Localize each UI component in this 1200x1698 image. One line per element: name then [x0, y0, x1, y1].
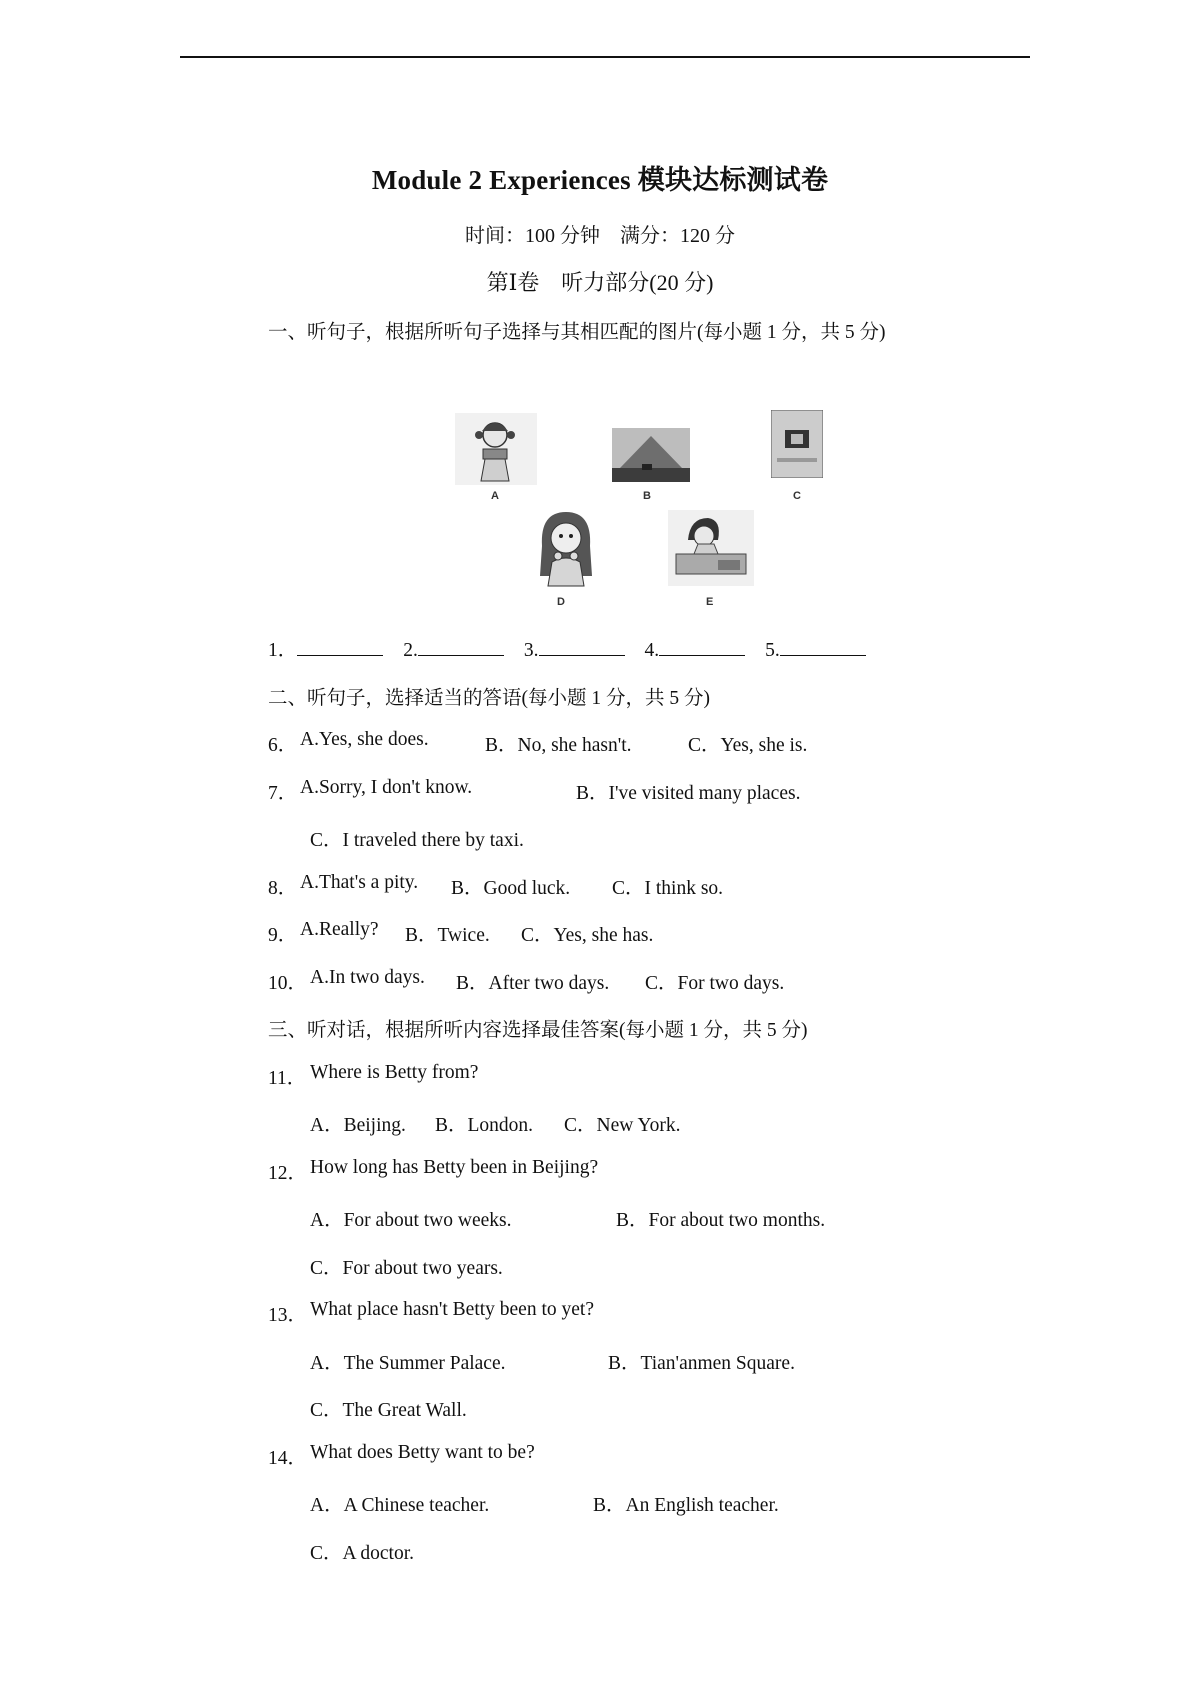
- question-14-option-a: A．A Chinese teacher.: [310, 1495, 490, 1516]
- question-8-option-b: B．Good luck.: [451, 878, 571, 899]
- section2-heading: 二、听句子，选择适当的答语(每小题 1 分，共 5 分): [268, 688, 710, 709]
- question-11-option-b: B．London.: [435, 1115, 534, 1136]
- answer-blank-5[interactable]: [780, 637, 866, 656]
- question-7-number: 7．: [268, 783, 298, 804]
- question-10-option-c: C．For two days.: [645, 973, 785, 994]
- question-14-option-c: C．A doctor.: [310, 1543, 415, 1564]
- section3-heading: 三、听对话，根据所听内容选择最佳答案(每小题 1 分，共 5 分): [268, 1020, 808, 1041]
- question-14-option-b: B．An English teacher.: [593, 1495, 779, 1516]
- question-6-number: 6．: [268, 735, 298, 756]
- question-13-option-c: C．The Great Wall.: [310, 1400, 467, 1421]
- girl-reading-picture: [668, 510, 754, 586]
- page-title: Module 2 Experiences 模块达标测试卷: [371, 165, 829, 195]
- blank-number-4: 4.: [644, 640, 660, 661]
- question-12-option-b: B．For about two months.: [616, 1210, 826, 1231]
- blank-number-3: 3.: [523, 640, 539, 661]
- picture-label-e: E: [706, 596, 714, 608]
- question-10-option-b: B．After two days.: [456, 973, 610, 994]
- question-11-text: Where is Betty from?: [310, 1062, 479, 1083]
- question-11-option-a: A．Beijing.: [310, 1115, 406, 1136]
- girl-surprised-picture: [532, 506, 600, 590]
- picture-label-d: D: [557, 596, 565, 608]
- answer-blank-4[interactable]: [659, 637, 745, 656]
- answer-blank-2[interactable]: [418, 637, 504, 656]
- question-8-option-c: C．I think so.: [612, 878, 724, 899]
- question-11-option-c: C．New York.: [564, 1115, 681, 1136]
- blank-number-1: 1．: [268, 640, 298, 661]
- question-8-number: 8．: [268, 878, 298, 899]
- question-12-option-a: A．For about two weeks.: [310, 1210, 512, 1231]
- header-rule: [180, 56, 1030, 58]
- question-12-option-c: C．For about two years.: [310, 1258, 503, 1279]
- question-10-number: 10．: [268, 973, 308, 994]
- question-11-number: 11．: [268, 1068, 307, 1089]
- question-14-number: 14．: [268, 1448, 308, 1469]
- question-13-number: 13．: [268, 1305, 308, 1326]
- question-6-option-a: A.Yes, she does.: [300, 729, 429, 750]
- part-title: 第Ⅰ卷 听力部分(20 分): [486, 270, 714, 295]
- question-8-option-a: A.That's a pity.: [300, 872, 419, 893]
- question-9-option-b: B．Twice.: [405, 925, 490, 946]
- time-info: 时间：100 分钟 满分：120 分: [465, 225, 735, 247]
- question-7-option-a: A.Sorry, I don't know.: [300, 777, 473, 798]
- question-9-number: 9．: [268, 925, 298, 946]
- girl-with-cake-picture: [455, 413, 537, 485]
- answer-blank-1[interactable]: [297, 637, 383, 656]
- question-12-text: How long has Betty been in Beijing?: [310, 1157, 599, 1178]
- question-9-option-c: C．Yes, she has.: [521, 925, 654, 946]
- picture-label-c: C: [793, 490, 801, 502]
- question-7-option-c: C．I traveled there by taxi.: [310, 830, 524, 851]
- answer-blank-3[interactable]: [539, 637, 625, 656]
- question-14-text: What does Betty want to be?: [310, 1442, 535, 1463]
- blank-number-2: 2.: [403, 640, 418, 661]
- blank-number-5: 5.: [765, 640, 780, 661]
- book-picture: [771, 410, 823, 478]
- question-13-option-b: B．Tian'anmen Square.: [608, 1353, 795, 1374]
- picture-label-b: B: [643, 490, 651, 502]
- pyramid-picture: [612, 428, 690, 482]
- section1-heading: 一、听句子，根据所听句子选择与其相匹配的图片(每小题 1 分，共 5 分): [268, 322, 886, 343]
- question-13-text: What place hasn't Betty been to yet?: [310, 1299, 594, 1320]
- question-12-number: 12．: [268, 1163, 308, 1184]
- question-10-option-a: A.In two days.: [310, 967, 425, 988]
- question-6-option-b: B．No, she hasn't.: [485, 735, 632, 756]
- question-7-option-b: B．I've visited many places.: [576, 783, 801, 804]
- picture-label-a: A: [491, 490, 499, 502]
- question-9-option-a: A.Really?: [300, 919, 379, 940]
- question-6-option-c: C．Yes, she is.: [688, 735, 808, 756]
- answer-blanks-row: [268, 634, 866, 662]
- question-13-option-a: A．The Summer Palace.: [310, 1353, 506, 1374]
